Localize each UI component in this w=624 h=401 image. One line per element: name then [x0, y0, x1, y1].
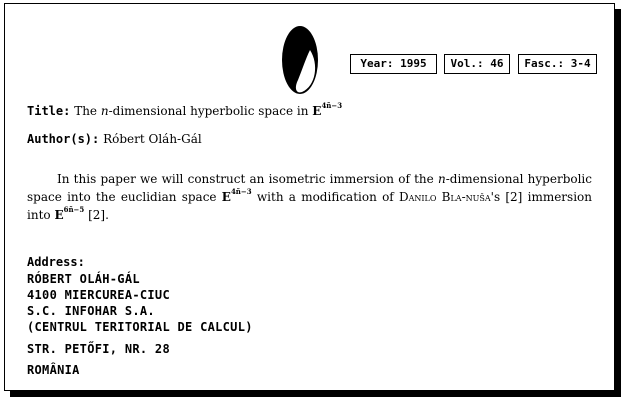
title-n: n: [100, 104, 109, 118]
abstract-space1-exponent: 4ñ−3: [230, 187, 252, 196]
abstract-space2-symbol: E: [54, 208, 64, 222]
address-line: ROMÂNIA: [27, 363, 80, 377]
address-label: Address:: [27, 255, 85, 269]
address-line: S.C. INFOHAR S.A.: [27, 304, 155, 318]
author-name: Róbert Oláh-Gál: [103, 132, 202, 146]
abstract-part2: -dimensional hyperbolic space into the euclidian space: [27, 172, 592, 204]
paper-card: [4, 3, 615, 391]
abstract-space2-exponent: 6ñ−5: [63, 205, 85, 214]
abstract-n: n: [437, 172, 446, 186]
abstract-part4: 's [2] immersion into: [27, 190, 592, 222]
paper-author: [27, 132, 202, 146]
journal-logo: [280, 24, 320, 96]
abstract-part3: with a modification of: [251, 190, 399, 204]
address-line: (CENTRUL TERITORIAL DE CALCUL): [27, 320, 253, 334]
fascicle-badge: Fasc.: 3-4: [518, 54, 597, 74]
author-label: Author(s):: [27, 132, 100, 146]
title-space-exponent: 4ñ−3: [321, 101, 343, 110]
address-line: RÓBERT OLÁH-GÁL: [27, 272, 140, 286]
address-line: 4100 MIERCUREA-CIUC: [27, 288, 170, 302]
abstract-space1-symbol: E: [221, 190, 231, 204]
address-line: STR. PETŐFI, NR. 28: [27, 342, 170, 356]
paper-title: [27, 101, 343, 118]
title-label: Title:: [27, 104, 71, 118]
abstract-part1: In this paper we will construct an isometric immersion of the: [57, 172, 438, 186]
volume-badge: Vol.: 46: [444, 54, 510, 74]
title-space-symbol: E: [312, 104, 322, 118]
abstract-part5: [2].: [84, 208, 109, 222]
title-text-after: -dimensional hyperbolic space in: [108, 104, 313, 118]
title-text-before: The: [74, 104, 101, 118]
year-badge: Year: 1995: [350, 54, 437, 74]
abstract: [27, 170, 592, 224]
abstract-cited-author: Danilo Bla-nuša: [399, 190, 491, 204]
